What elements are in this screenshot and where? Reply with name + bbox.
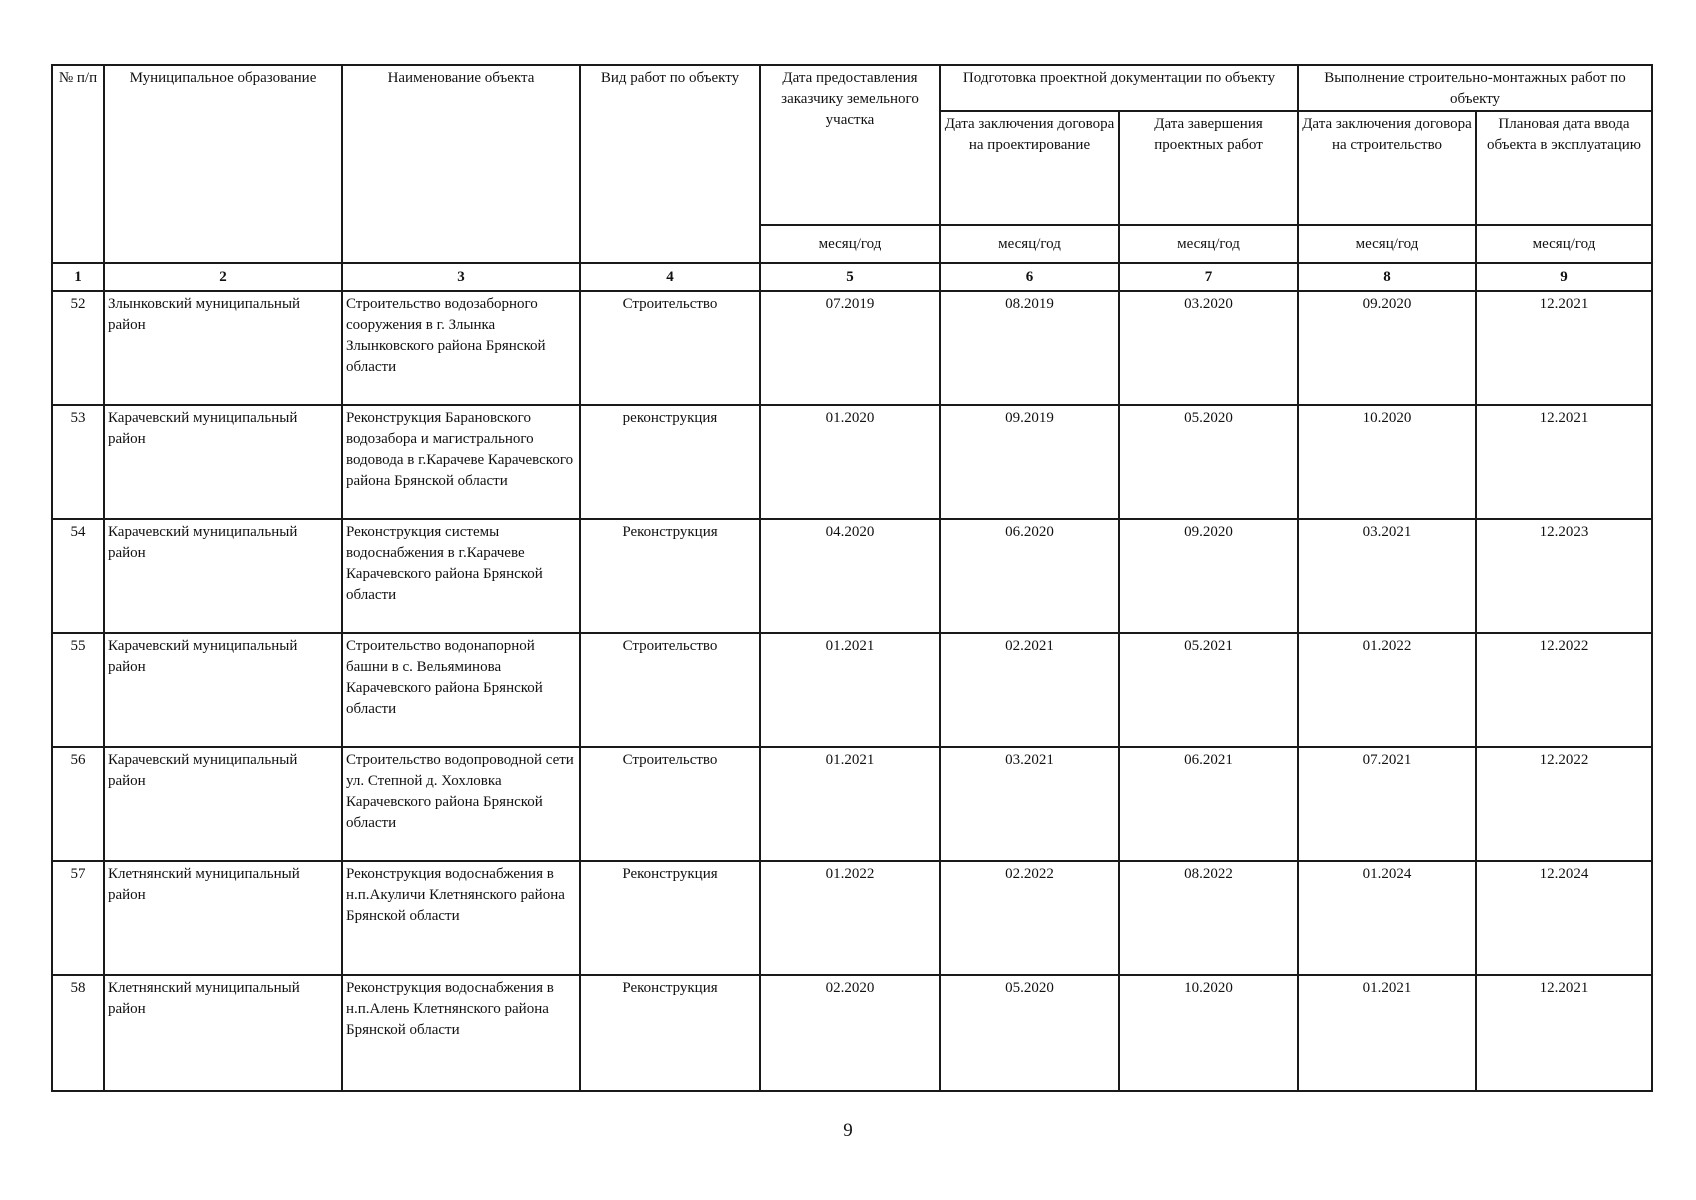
land-date-cell: 01.2021 bbox=[760, 633, 940, 747]
table-row bbox=[52, 975, 1652, 1091]
municipality-cell: Карачевский муниципальный район bbox=[104, 747, 342, 861]
municipality-cell: Карачевский муниципальный район bbox=[104, 519, 342, 633]
design-contract-cell: 06.2020 bbox=[940, 519, 1119, 633]
header-object-name: Наименование объекта bbox=[342, 65, 580, 263]
design-contract-cell: 05.2020 bbox=[940, 975, 1119, 1091]
header-commissioning: Плановая дата ввода объекта в эксплуатацию bbox=[1476, 111, 1652, 225]
header-construction-contract: Дата заключения договора на строительство bbox=[1298, 111, 1476, 225]
construction-contract-cell: 07.2021 bbox=[1298, 747, 1476, 861]
object-name-cell: Реконструкция Барановского водозабора и магистрального водовода в г.Карачеве Карачевского района Брянской области bbox=[342, 405, 580, 519]
object-name-cell: Реконструкция водоснабжения в н.п.Акуличи Клетнянского района Брянской области bbox=[342, 861, 580, 975]
column-number: 5 bbox=[760, 263, 940, 291]
design-complete-cell: 03.2020 bbox=[1119, 291, 1298, 405]
row-number: 54 bbox=[52, 519, 104, 633]
table-row bbox=[52, 861, 1652, 975]
municipality-cell: Злынковский муниципальный район bbox=[104, 291, 342, 405]
header-num: № п/п bbox=[52, 65, 104, 263]
construction-contract-cell: 09.2020 bbox=[1298, 291, 1476, 405]
work-type-cell: Строительство bbox=[580, 747, 760, 861]
design-contract-cell: 03.2021 bbox=[940, 747, 1119, 861]
construction-contract-cell: 01.2024 bbox=[1298, 861, 1476, 975]
column-number: 1 bbox=[52, 263, 104, 291]
design-complete-cell: 05.2020 bbox=[1119, 405, 1298, 519]
construction-contract-cell: 10.2020 bbox=[1298, 405, 1476, 519]
municipality-cell: Карачевский муниципальный район bbox=[104, 405, 342, 519]
table-row bbox=[52, 291, 1652, 405]
municipality-cell: Карачевский муниципальный район bbox=[104, 633, 342, 747]
object-name-cell: Строительство водозаборного сооружения в г. Злынка Злынковского района Брянской области bbox=[342, 291, 580, 405]
design-complete-cell: 08.2022 bbox=[1119, 861, 1298, 975]
object-name-cell: Реконструкция системы водоснабжения в г.Карачеве Карачевского района Брянской области bbox=[342, 519, 580, 633]
commissioning-cell: 12.2022 bbox=[1476, 633, 1652, 747]
object-name-cell: Строительство водопроводной сети ул. Степной д. Хохловка Карачевского района Брянской области bbox=[342, 747, 580, 861]
land-date-cell: 01.2022 bbox=[760, 861, 940, 975]
work-type-cell: Строительство bbox=[580, 291, 760, 405]
column-number: 2 bbox=[104, 263, 342, 291]
construction-contract-cell: 01.2021 bbox=[1298, 975, 1476, 1091]
header-design-contract: Дата заключения договора на проектирование bbox=[940, 111, 1119, 225]
commissioning-cell: 12.2021 bbox=[1476, 405, 1652, 519]
header-land-date: Дата предоставления заказчику земельного участка bbox=[760, 65, 940, 225]
land-date-cell: 07.2019 bbox=[760, 291, 940, 405]
land-date-cell: 04.2020 bbox=[760, 519, 940, 633]
land-date-cell: 02.2020 bbox=[760, 975, 940, 1091]
unit-label: месяц/год bbox=[1298, 225, 1476, 263]
header-construction-group: Выполнение строительно-монтажных работ по объекту bbox=[1298, 65, 1652, 111]
row-number: 52 bbox=[52, 291, 104, 405]
work-type-cell: Реконструкция bbox=[580, 975, 760, 1091]
work-type-cell: Реконструкция bbox=[580, 519, 760, 633]
header-municipality: Муниципальное образование bbox=[104, 65, 342, 263]
construction-contract-cell: 03.2021 bbox=[1298, 519, 1476, 633]
objects-schedule-table bbox=[51, 64, 1653, 1092]
municipality-cell: Клетнянский муниципальный район bbox=[104, 861, 342, 975]
table-row bbox=[52, 405, 1652, 519]
design-complete-cell: 06.2021 bbox=[1119, 747, 1298, 861]
unit-label: месяц/год bbox=[1119, 225, 1298, 263]
header-design-complete: Дата завершения проектных работ bbox=[1119, 111, 1298, 225]
design-contract-cell: 08.2019 bbox=[940, 291, 1119, 405]
row-number: 55 bbox=[52, 633, 104, 747]
table-header bbox=[52, 65, 1652, 291]
object-name-cell: Строительство водонапорной башни в с. Вельяминова Карачевского района Брянской области bbox=[342, 633, 580, 747]
column-number: 8 bbox=[1298, 263, 1476, 291]
column-number: 6 bbox=[940, 263, 1119, 291]
column-number: 4 bbox=[580, 263, 760, 291]
unit-label: месяц/год bbox=[760, 225, 940, 263]
unit-label: месяц/год bbox=[1476, 225, 1652, 263]
design-complete-cell: 09.2020 bbox=[1119, 519, 1298, 633]
construction-contract-cell: 01.2022 bbox=[1298, 633, 1476, 747]
municipality-cell: Клетнянский муниципальный район bbox=[104, 975, 342, 1091]
row-number: 57 bbox=[52, 861, 104, 975]
design-contract-cell: 02.2021 bbox=[940, 633, 1119, 747]
table-row bbox=[52, 747, 1652, 861]
work-type-cell: Строительство bbox=[580, 633, 760, 747]
design-complete-cell: 05.2021 bbox=[1119, 633, 1298, 747]
commissioning-cell: 12.2021 bbox=[1476, 291, 1652, 405]
work-type-cell: Реконструкция bbox=[580, 861, 760, 975]
work-type-cell: реконструкция bbox=[580, 405, 760, 519]
table-body bbox=[52, 291, 1652, 1091]
row-number: 53 bbox=[52, 405, 104, 519]
commissioning-cell: 12.2023 bbox=[1476, 519, 1652, 633]
table-row bbox=[52, 519, 1652, 633]
design-contract-cell: 02.2022 bbox=[940, 861, 1119, 975]
land-date-cell: 01.2020 bbox=[760, 405, 940, 519]
column-number: 7 bbox=[1119, 263, 1298, 291]
design-complete-cell: 10.2020 bbox=[1119, 975, 1298, 1091]
column-number: 9 bbox=[1476, 263, 1652, 291]
design-contract-cell: 09.2019 bbox=[940, 405, 1119, 519]
page-number: 9 bbox=[843, 1120, 853, 1141]
header-work-type: Вид работ по объекту bbox=[580, 65, 760, 263]
unit-label: месяц/год bbox=[940, 225, 1119, 263]
commissioning-cell: 12.2022 bbox=[1476, 747, 1652, 861]
object-name-cell: Реконструкция водоснабжения в н.п.Алень Клетнянского района Брянской области bbox=[342, 975, 580, 1091]
land-date-cell: 01.2021 bbox=[760, 747, 940, 861]
commissioning-cell: 12.2024 bbox=[1476, 861, 1652, 975]
commissioning-cell: 12.2021 bbox=[1476, 975, 1652, 1091]
column-number-row bbox=[52, 263, 1652, 291]
row-number: 58 bbox=[52, 975, 104, 1091]
header-design-group: Подготовка проектной документации по объекту bbox=[940, 65, 1298, 111]
row-number: 56 bbox=[52, 747, 104, 861]
table-row bbox=[52, 633, 1652, 747]
column-number: 3 bbox=[342, 263, 580, 291]
